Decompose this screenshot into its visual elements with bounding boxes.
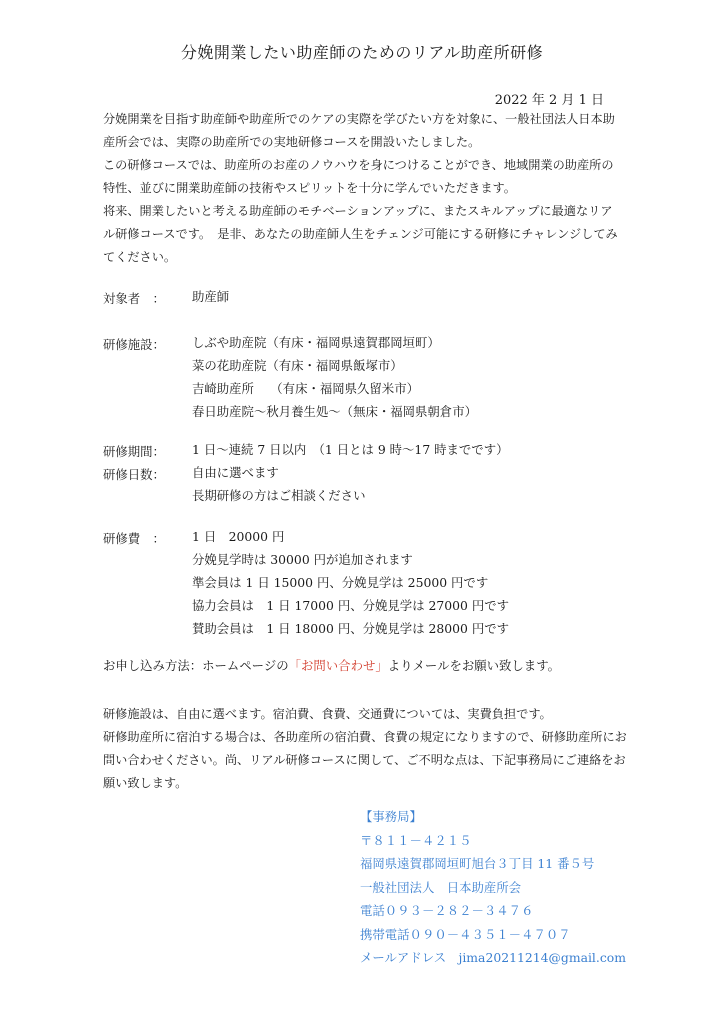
- office-heading: 【事務局】: [360, 809, 422, 824]
- period-label: 研修期間：: [103, 444, 165, 459]
- facility-item: しぶや助産院（有床・福岡県遠賀郡岡垣町）: [192, 335, 440, 350]
- fee-line: 1 日 20000 円: [192, 529, 285, 544]
- fee-line: 賛助会員は 1 日 18000 円、分娩見学は 28000 円です: [192, 621, 510, 636]
- office-mobile: 携帯電話０９０－４３５１－４７０７: [360, 926, 571, 942]
- office-postal: 〒８１１－４２１５: [360, 832, 472, 848]
- days-line: 長期研修の方はご相談ください: [192, 488, 366, 503]
- days-line: 自由に選べます: [192, 465, 279, 480]
- office-org: 一般社団法人 日本助産所会: [360, 879, 522, 895]
- intro-paragraph: 将来、開業したいと考える助産師のモチベーションアップに、またスキルアップに最適なリアル研修コースです。 是非、あなたの助産師人生をチェンジ可能にする研修にチャレンジしてみてください。: [103, 204, 618, 264]
- apply-prefix: お申し込み方法：ホームページの: [103, 658, 289, 673]
- target-value: 助産師: [192, 289, 230, 304]
- intro-paragraph: 分娩開業を目指す助産師や助産所でのケアの実際を学びたい方を対象に、一般社団法人日本助産所会では、実際の助産所での実地研修コースを開設いたしました。: [103, 112, 615, 149]
- contact-link[interactable]: 「お問い合わせ」: [288, 658, 388, 673]
- apply-suffix: よりメールをお願い致します。: [387, 658, 560, 673]
- note-paragraph: 研修施設は、自由に選べます。宿泊費、食費、交通費については、実費負担です。: [103, 707, 552, 721]
- fee-values: [192, 525, 509, 640]
- period-values: [192, 438, 508, 461]
- facilities-list: [192, 331, 477, 423]
- document-date: 2022 年 2 月 1 日: [494, 93, 604, 108]
- facility-item: 春日助産院～秋月養生処～（無床・福岡県朝倉市）: [192, 404, 477, 419]
- days-values: [192, 461, 365, 507]
- period-value: 1 日～連続 7 日以内 （1 日とは 9 時～17 時までです）: [192, 442, 509, 457]
- facility-item: 吉崎助産所 （有床・福岡県久留米市）: [192, 381, 419, 396]
- office-phone: 電話０９３－２８２－３４７６: [360, 903, 534, 918]
- apply-method: [103, 656, 560, 674]
- facility-note: [103, 703, 628, 795]
- office-address: 福岡県遠賀郡岡垣町旭台３丁目 11 番５号: [360, 856, 595, 871]
- office-block: [360, 805, 626, 970]
- days-label: 研修日数：: [103, 467, 165, 482]
- fee-line: 分娩見学時は 30000 円が追加されます: [192, 552, 413, 567]
- target-label: 対象者 ：: [103, 291, 165, 306]
- intro-section: [103, 108, 623, 269]
- facility-item: 菜の花助産院（有床・福岡県飯塚市）: [192, 358, 403, 373]
- intro-paragraph: この研修コースでは、助産所のお産のノウハウを身につけることができ、地域開業の助産所の特性、並びに開業助産師の技術やスピリットを十分に学んでいただきます。: [103, 158, 614, 195]
- office-email[interactable]: メールアドレス jima20211214@gmail.com: [360, 950, 626, 965]
- note-paragraph: 研修助産所に宿泊する場合は、各助産所の宿泊費、食費の規定になりますので、研修助産所にお問い合わせください。尚、リアル研修コースに関して、ご不明な点は、下記事務局にご連絡をお願い致します。: [103, 730, 627, 790]
- document-title: 分娩開業したい助産師のためのリアル助産所研修: [180, 43, 544, 62]
- fee-line: 協力会員は 1 日 17000 円、分娩見学は 27000 円です: [192, 598, 510, 613]
- fee-line: 準会員は 1 日 15000 円、分娩見学は 25000 円です: [192, 575, 489, 590]
- target-values: [192, 285, 229, 308]
- fee-label: 研修費 ：: [103, 531, 165, 546]
- facilities-label: 研修施設：: [103, 337, 165, 352]
